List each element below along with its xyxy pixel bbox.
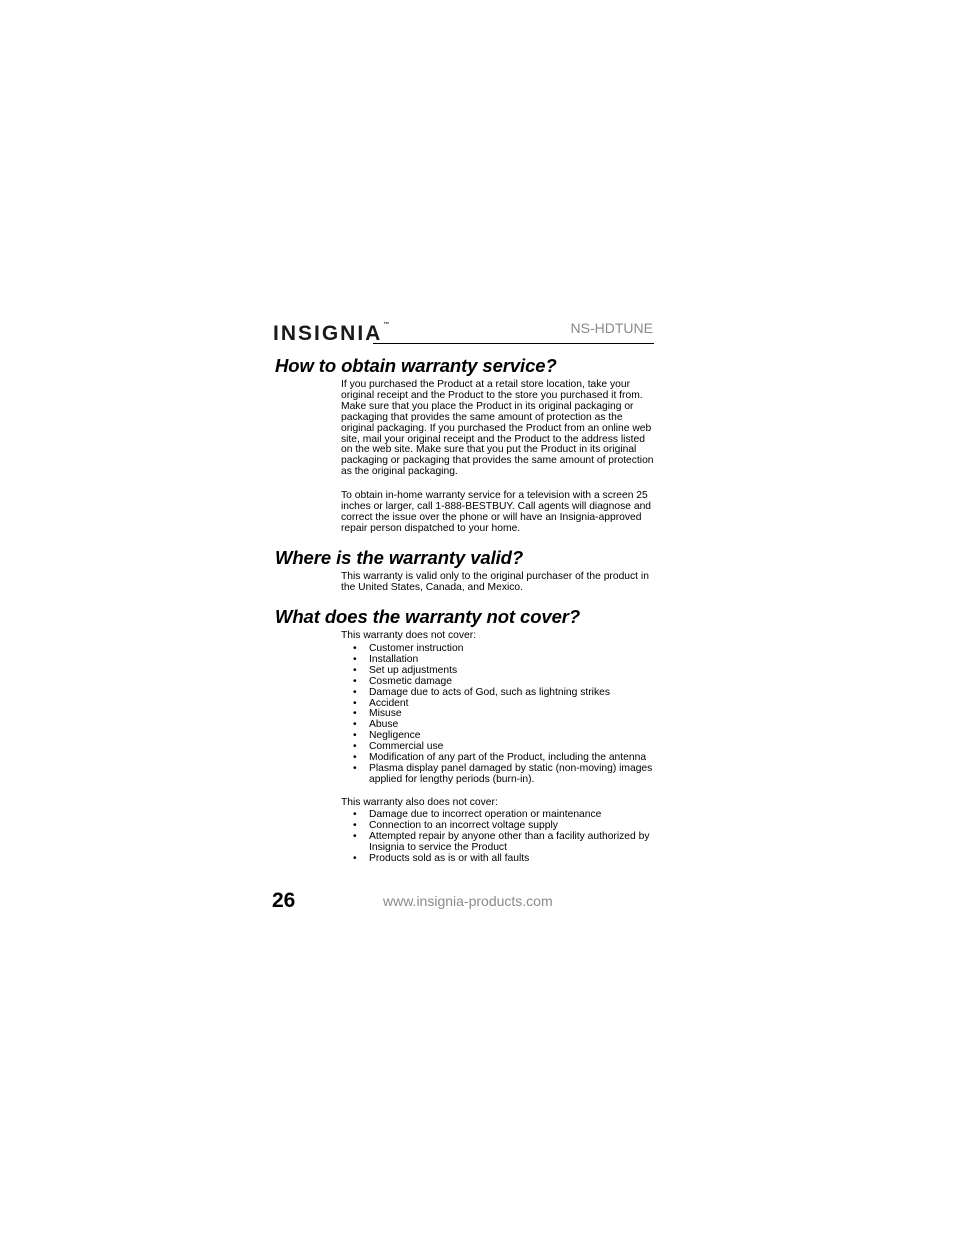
list-item: • Misuse xyxy=(341,709,655,720)
list-item: • Connection to an incorrect voltage supply xyxy=(341,821,655,832)
list-item: • Attempted repair by anyone other than a facility authorized by Insignia to service the Product xyxy=(341,832,655,854)
list-item: • Cosmetic damage xyxy=(341,677,655,688)
section-heading: How to obtain warranty service? xyxy=(275,355,557,376)
footer-url: www.insignia-products.com xyxy=(383,893,553,909)
insignia-logo: INSIGNIA™ xyxy=(273,322,390,345)
list-item: • Plasma display panel damaged by static (non-moving) images applied for lengthy periods (burn-in). xyxy=(341,764,655,786)
body-paragraph: To obtain in-home warranty service for a television with a screen 25 inches or larger, call 1-888-BESTBUY. Call agents will diagnose and correct the issue over the phone or will have an Insignia-approved repair person dispatched to your home. xyxy=(341,490,652,534)
body-paragraph: If you purchased the Product at a retail store location, take your original receipt and the Product to the store you purchased it from. Make sure that you place the Product in its original packaging or packaging that provides the same amount of protection as the original packaging. If you purchased the Product from an online web site, mail your original receipt and the Product to the address listed on the web site. Make sure that you put the Product in its original packaging or packaging that provides the same amount of protection as the original packaging. xyxy=(341,379,654,478)
not-covered-list xyxy=(341,644,655,786)
list-intro: This warranty also does not cover: xyxy=(341,797,498,808)
list-intro: This warranty does not cover: xyxy=(341,630,477,641)
model-number: NS-HDTUNE xyxy=(570,320,653,336)
page-header xyxy=(273,317,654,345)
list-item: • Accident xyxy=(341,699,655,710)
also-not-covered-list xyxy=(341,810,655,865)
list-item: • Abuse xyxy=(341,720,655,731)
list-item: • Damage due to incorrect operation or maintenance xyxy=(341,810,655,821)
list-item: • Set up adjustments xyxy=(341,666,655,677)
section-heading: Where is the warranty valid? xyxy=(275,547,524,568)
list-item: • Commercial use xyxy=(341,742,655,753)
list-item: • Damage due to acts of God, such as lightning strikes xyxy=(341,688,655,699)
list-item: • Negligence xyxy=(341,731,655,742)
section-heading: What does the warranty not cover? xyxy=(275,606,581,627)
list-item: • Modification of any part of the Product, including the antenna xyxy=(341,753,655,764)
list-item: • Products sold as is or with all faults xyxy=(341,854,655,865)
list-item: • Customer instruction xyxy=(341,644,655,655)
list-item: • Installation xyxy=(341,655,655,666)
body-paragraph: This warranty is valid only to the original purchaser of the product in the United States, Canada, and Mexico. xyxy=(341,571,649,593)
page-number: 26 xyxy=(272,889,296,912)
header-rule xyxy=(373,343,654,344)
